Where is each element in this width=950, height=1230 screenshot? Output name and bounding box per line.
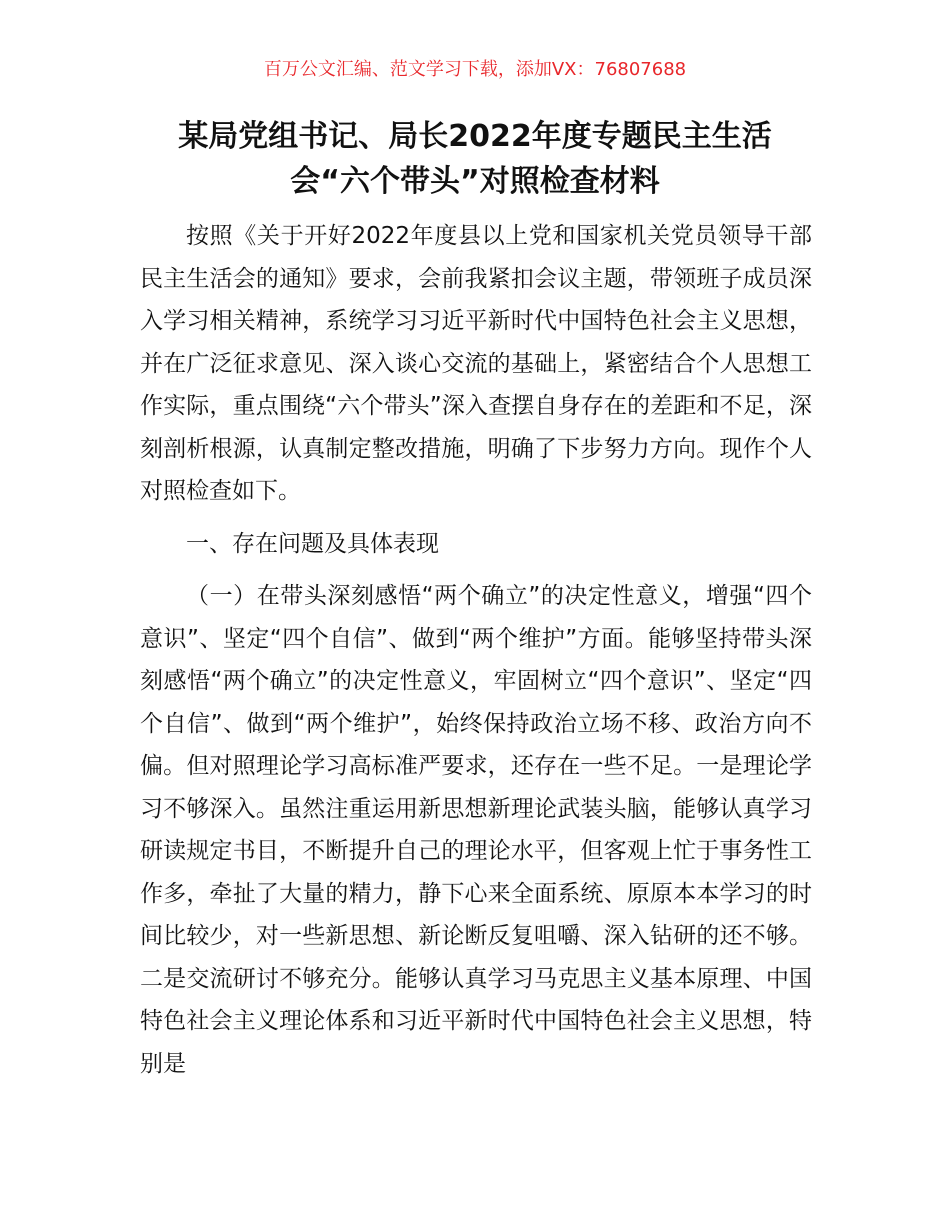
header-note: 百万公文汇编、范文学习下载，添加VX：76807688 — [263, 59, 687, 80]
document-title-line-2: 会“六个带头”对照检查材料 — [290, 164, 660, 199]
intro-paragraph: 按照《关于开好2022年度县以上党和国家机关党员领导干部民主生活会的通知》要求，会前我紧扣会议主题，带领班子成员深入学习相关精神，系统学习习近平新时代中国特色社会主义思想，并在广泛征求意见、深入谈心交流的基础上，紧密结合个人思想工作实际，重点围绕“六个带头”深入查摆自身存在的差距和不足，深刻剖析根源，认真制定整改措施，明确了下步努力方向。现作个人对照检查如下。 — [140, 223, 812, 504]
section-paragraph: （一）在带头深刻感悟“两个确立”的决定性意义，增强“四个意识”、坚定“四个自信”、做到“两个维护”方面。能够坚持带头深刻感悟“两个确立”的决定性意义，牢固树立“四个意识”、坚定“四个自信”、做到“两个维护”，始终保持政治立场不移、政治方向不偏。但对照理论学习高标准严要求，还存在一些不足。一是理论学习不够深入。虽然注重运用新思想新理论武装头脑，能够认真学习研读规定书目，不断提升自己的理论水平，但客观上忙于事务性工作多，牵扯了大量的精力，静下心来全面系统、原原本本学习的时间比较少，对一些新思想、新论断反复咀嚼、深入钻研的还不够。二是交流研讨不够充分。能够认真学习马克思主义基本原理、中国特色社会主义理论体系和习近平新时代中国特色社会主义思想，特别是 — [140, 583, 812, 1077]
document-title-line-1: 某局党组书记、局长2022年度专题民主生活 — [178, 119, 772, 154]
document-body — [140, 215, 812, 1085]
section-heading: 一、存在问题及具体表现 — [186, 530, 439, 557]
